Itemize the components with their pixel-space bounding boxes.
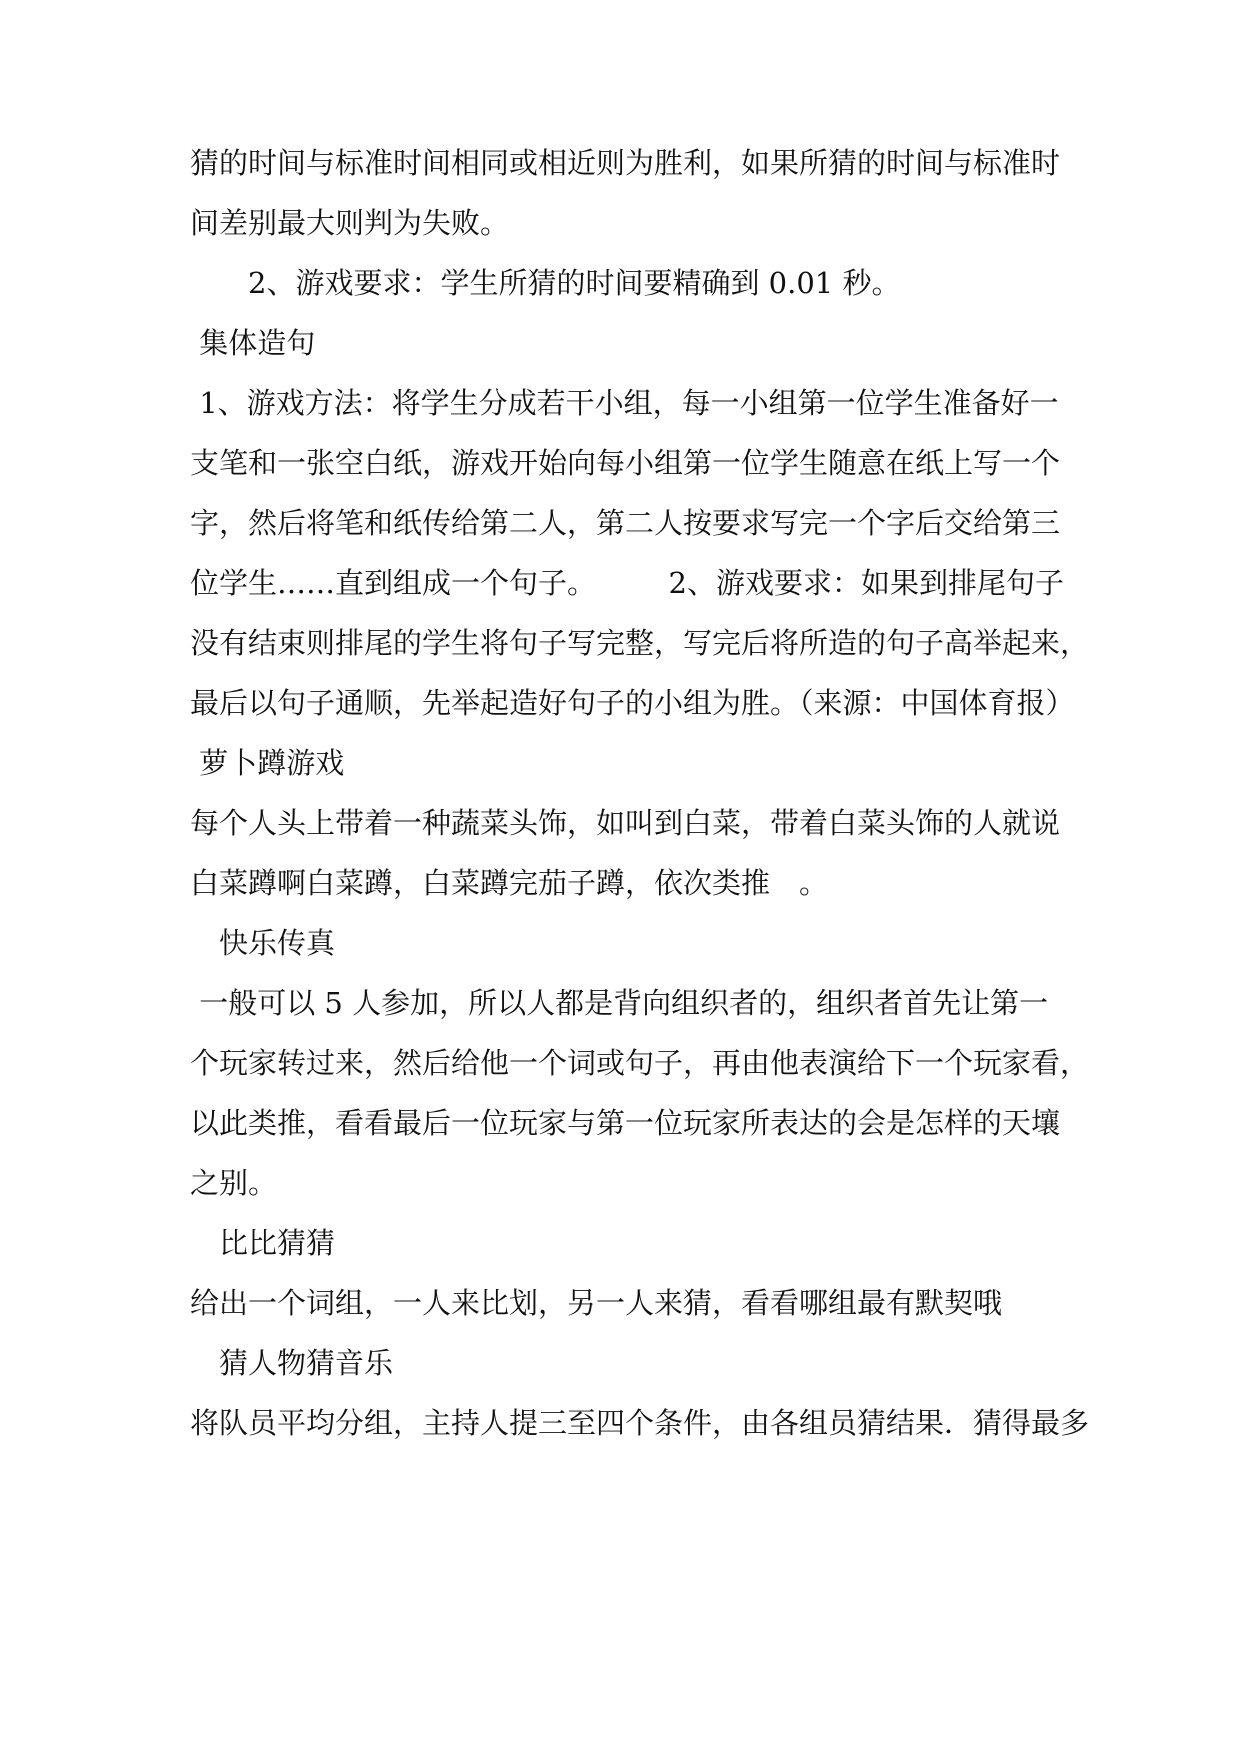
text-line: 没有结束则排尾的学生将句子写完整，写完后将所造的句子高举起来， bbox=[190, 626, 1090, 660]
section-heading: 比比猜猜 bbox=[190, 1226, 336, 1260]
text-line: 给出一个词组，一人来比划，另一人来猜，看看哪组最有默契哦 bbox=[190, 1286, 1003, 1320]
text-line: 将队员平均分组，主持人提三至四个条件，由各组员猜结果．猜得最多 bbox=[190, 1406, 1090, 1440]
text-line: 之别。 bbox=[190, 1166, 278, 1200]
text-line: 位学生……直到组成一个句子。 2、游戏要求：如果到排尾句子 bbox=[190, 566, 1064, 600]
text-line: 一般可以 5 人参加，所以人都是背向组织者的，组织者首先让第一 bbox=[190, 986, 1049, 1020]
section-heading: 猜人物猜音乐 bbox=[190, 1346, 394, 1380]
text-line: 间差别最大则判为失败。 bbox=[190, 206, 510, 240]
text-line: 以此类推，看看最后一位玩家与第一位玩家所表达的会是怎样的天壤 bbox=[190, 1106, 1061, 1140]
section-heading: 萝卜蹲游戏 bbox=[190, 746, 345, 780]
text-line: 白菜蹲啊白菜蹲，白菜蹲完茄子蹲，依次类推 。 bbox=[190, 866, 829, 900]
text-line: 2、游戏要求：学生所猜的时间要精确到 0.01 秒。 bbox=[190, 266, 901, 300]
text-line: 支笔和一张空白纸，游戏开始向每小组第一位学生随意在纸上写一个 bbox=[190, 446, 1061, 480]
text-line: 1、游戏方法：将学生分成若干小组，每一小组第一位学生准备好一 bbox=[190, 386, 1059, 420]
text-line: 每个人头上带着一种蔬菜头饰，如叫到白菜，带着白菜头饰的人就说 bbox=[190, 806, 1061, 840]
text-line: 最后以句子通顺，先举起造好句子的小组为胜。（来源：中国体育报） bbox=[190, 686, 1075, 720]
text-line: 字，然后将笔和纸传给第二人，第二人按要求写完一个字后交给第三 bbox=[190, 506, 1061, 540]
text-line: 个玩家转过来，然后给他一个词或句子，再由他表演给下一个玩家看， bbox=[190, 1046, 1090, 1080]
section-heading: 集体造句 bbox=[190, 326, 316, 360]
section-heading: 快乐传真 bbox=[190, 926, 336, 960]
text-line: 猜的时间与标准时间相同或相近则为胜利，如果所猜的时间与标准时 bbox=[190, 146, 1061, 180]
